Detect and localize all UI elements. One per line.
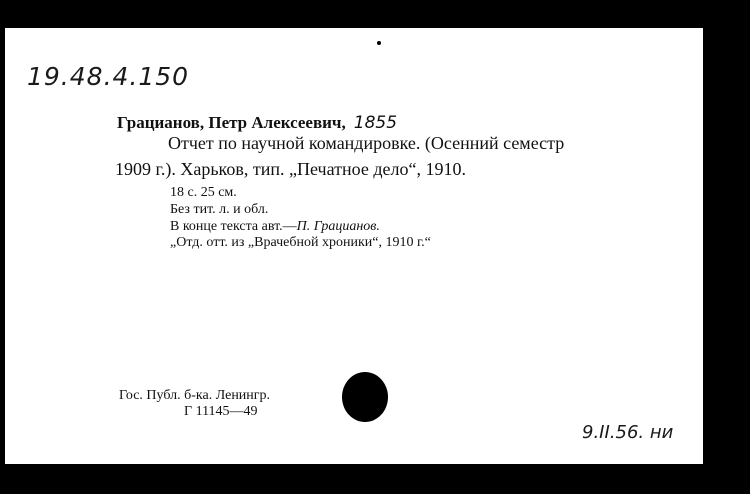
note-offprint: „Отд. отт. из „Врачебной хроники“, 1910 г.“: [170, 235, 431, 250]
library-name: Гос. Публ. б-ка. Ленингр.: [119, 388, 271, 403]
catalog-card: [5, 28, 703, 464]
call-number: 19.48.4.150: [27, 62, 190, 91]
note-author-prefix: В конце текста авт.—: [170, 219, 297, 234]
author-name: Грацианов, Петр Алексеевич,: [117, 113, 346, 132]
library-number: Г 11145—49: [184, 404, 258, 419]
title-line-2: 1909 г.). Харьков, тип. „Печатное дело“, 1910.: [115, 159, 466, 179]
note-author: [170, 219, 380, 235]
note-author-name: П. Грацианов.: [296, 219, 380, 234]
note-no-title: Без тит. л. и обл.: [170, 202, 269, 217]
date-mark: 9.II.56. ни: [582, 422, 674, 443]
author-birth-year: 1855: [353, 113, 398, 133]
title-line-1: Отчет по научной командировке. (Осенний семестр: [168, 133, 565, 153]
author-heading: [117, 113, 397, 133]
punch-dot: [377, 41, 381, 45]
pagination: 18 с. 25 см.: [170, 185, 237, 200]
ink-stamp: [342, 372, 388, 422]
